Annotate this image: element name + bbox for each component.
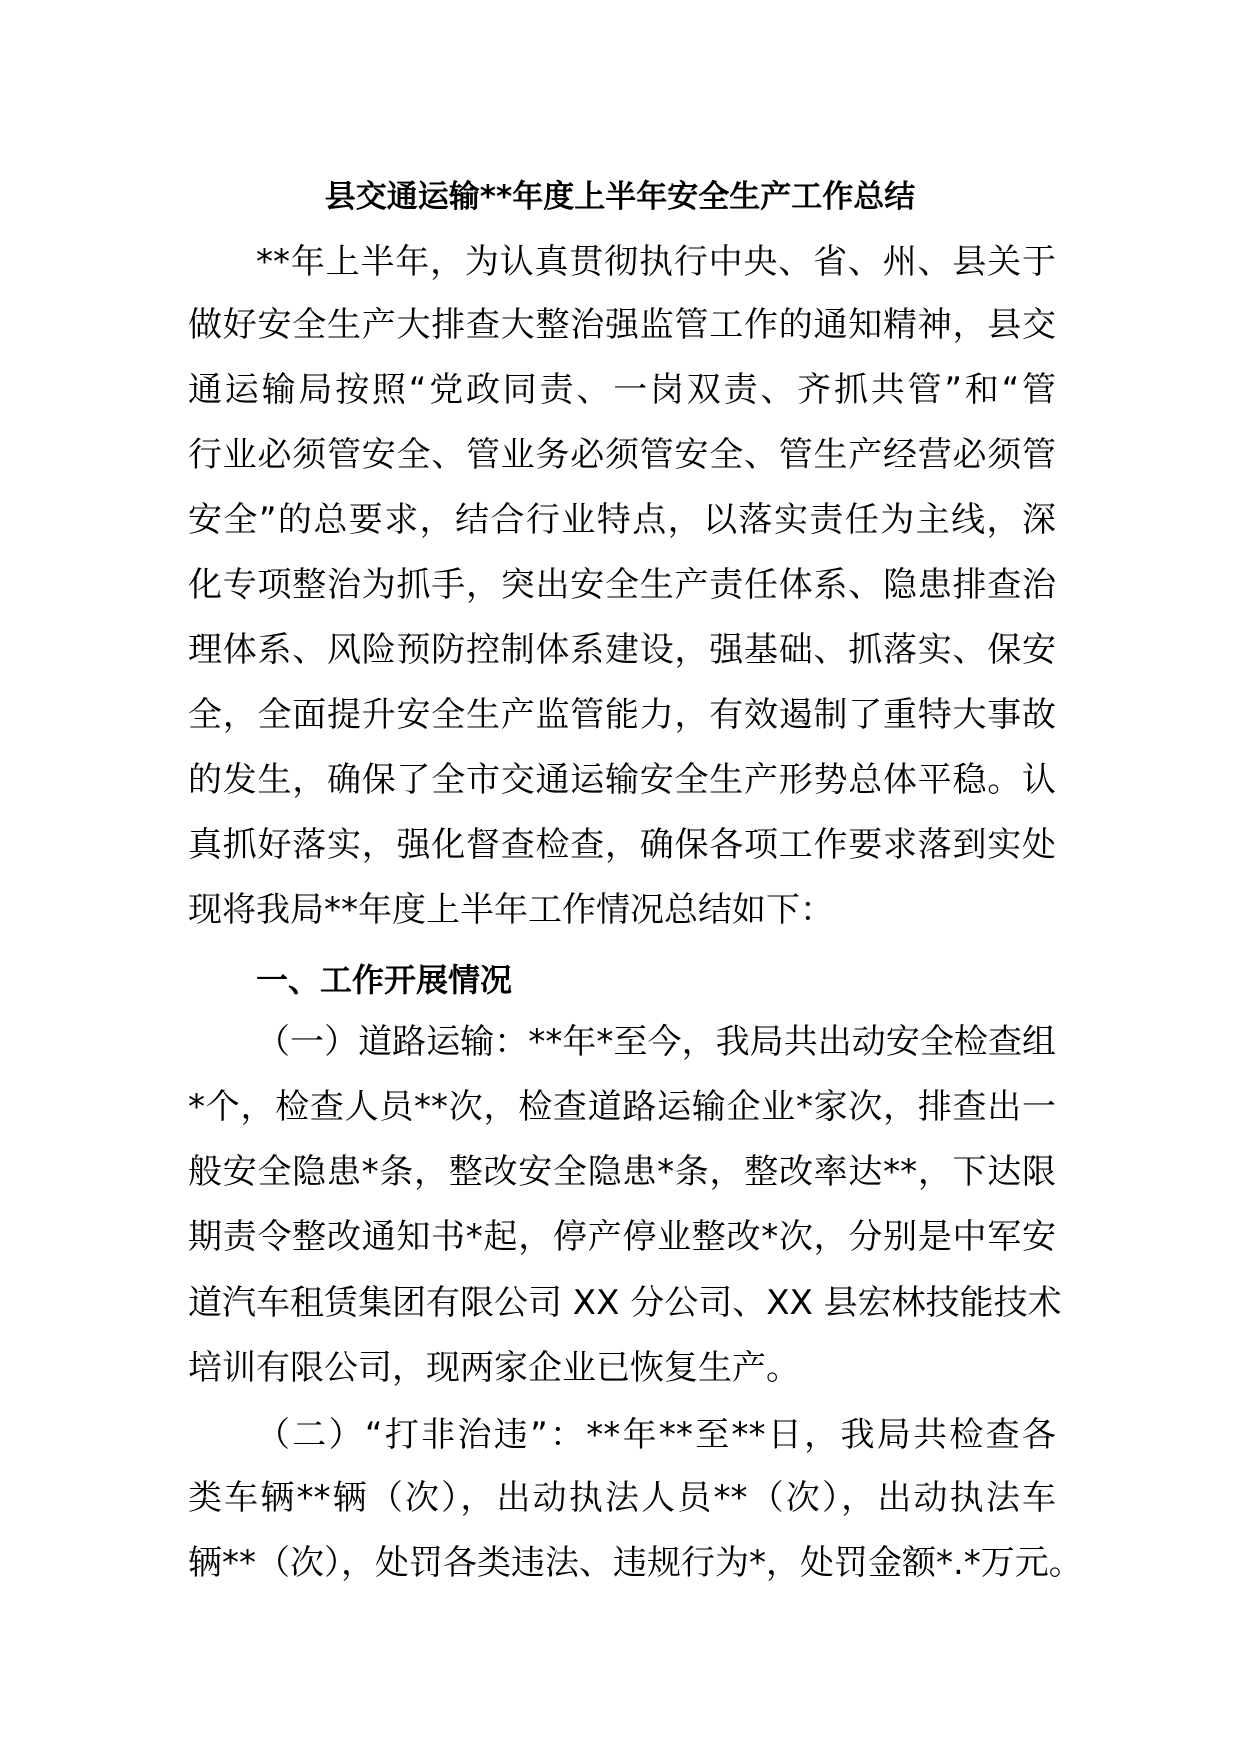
paragraph-line: 全，全面提升安全生产监管能力，有效遏制了重特大事故 — [188, 695, 1056, 735]
paragraph-line: *个，检查人员**次，检查道路运输企业*家次，排查出一 — [188, 1087, 1056, 1127]
paragraph-line: 通运输局按照“党政同责、一岗双责、齐抓共管”和“管 — [188, 370, 1056, 410]
paragraph-line: 道汽车租赁集团有限公司 XX 分公司、XX 县宏林技能技术 — [188, 1283, 1062, 1323]
paragraph-line: 真抓好落实，强化督查检查，确保各项工作要求落到实处 — [188, 825, 1056, 865]
paragraph-line: **年上半年，为认真贯彻执行中央、省、州、县关于 — [256, 242, 1056, 282]
paragraph-line: 类车辆**辆（次），出动执法人员**（次），出动执法车 — [188, 1478, 1056, 1518]
paragraph-line: 化专项整治为抓手，突出安全生产责任体系、隐患排查治 — [188, 565, 1056, 605]
paragraph-line: 行业必须管安全、管业务必须管安全、管生产经营必须管 — [188, 435, 1056, 475]
paragraph-line: （一）道路运输：**年*至今，我局共出动安全检查组 — [256, 1022, 1056, 1062]
paragraph-line: 般安全隐患*条，整改安全隐患*条，整改率达**，下达限 — [188, 1152, 1056, 1192]
document-title: 县交通运输**年度上半年安全生产工作总结 — [324, 179, 916, 215]
paragraph-line: 理体系、风险预防控制体系建设，强基础、抓落实、保安 — [188, 630, 1056, 670]
paragraph-line: 现将我局**年度上半年工作情况总结如下： — [188, 890, 834, 930]
paragraph-line: 培训有限公司，现两家企业已恢复生产。 — [188, 1348, 800, 1388]
paragraph-line: 做好安全生产大排查大整治强监管工作的通知精神，县交 — [188, 305, 1056, 345]
paragraph-line: 安全”的总要求，结合行业特点，以落实责任为主线，深 — [188, 500, 1056, 540]
paragraph-line: （二）“打非治违”：**年**至**日，我局共检查各 — [256, 1415, 1056, 1455]
section-heading: 一、工作开展情况 — [256, 961, 513, 999]
paragraph-line: 期责令整改通知书*起，停产停业整改*次，分别是中军安 — [188, 1217, 1056, 1257]
paragraph-line: 的发生，确保了全市交通运输安全生产形势总体平稳。认 — [188, 760, 1056, 800]
paragraph-line: 辆**（次），处罚各类违法、违规行为*，处罚金额*.*万元。 — [188, 1543, 1083, 1583]
